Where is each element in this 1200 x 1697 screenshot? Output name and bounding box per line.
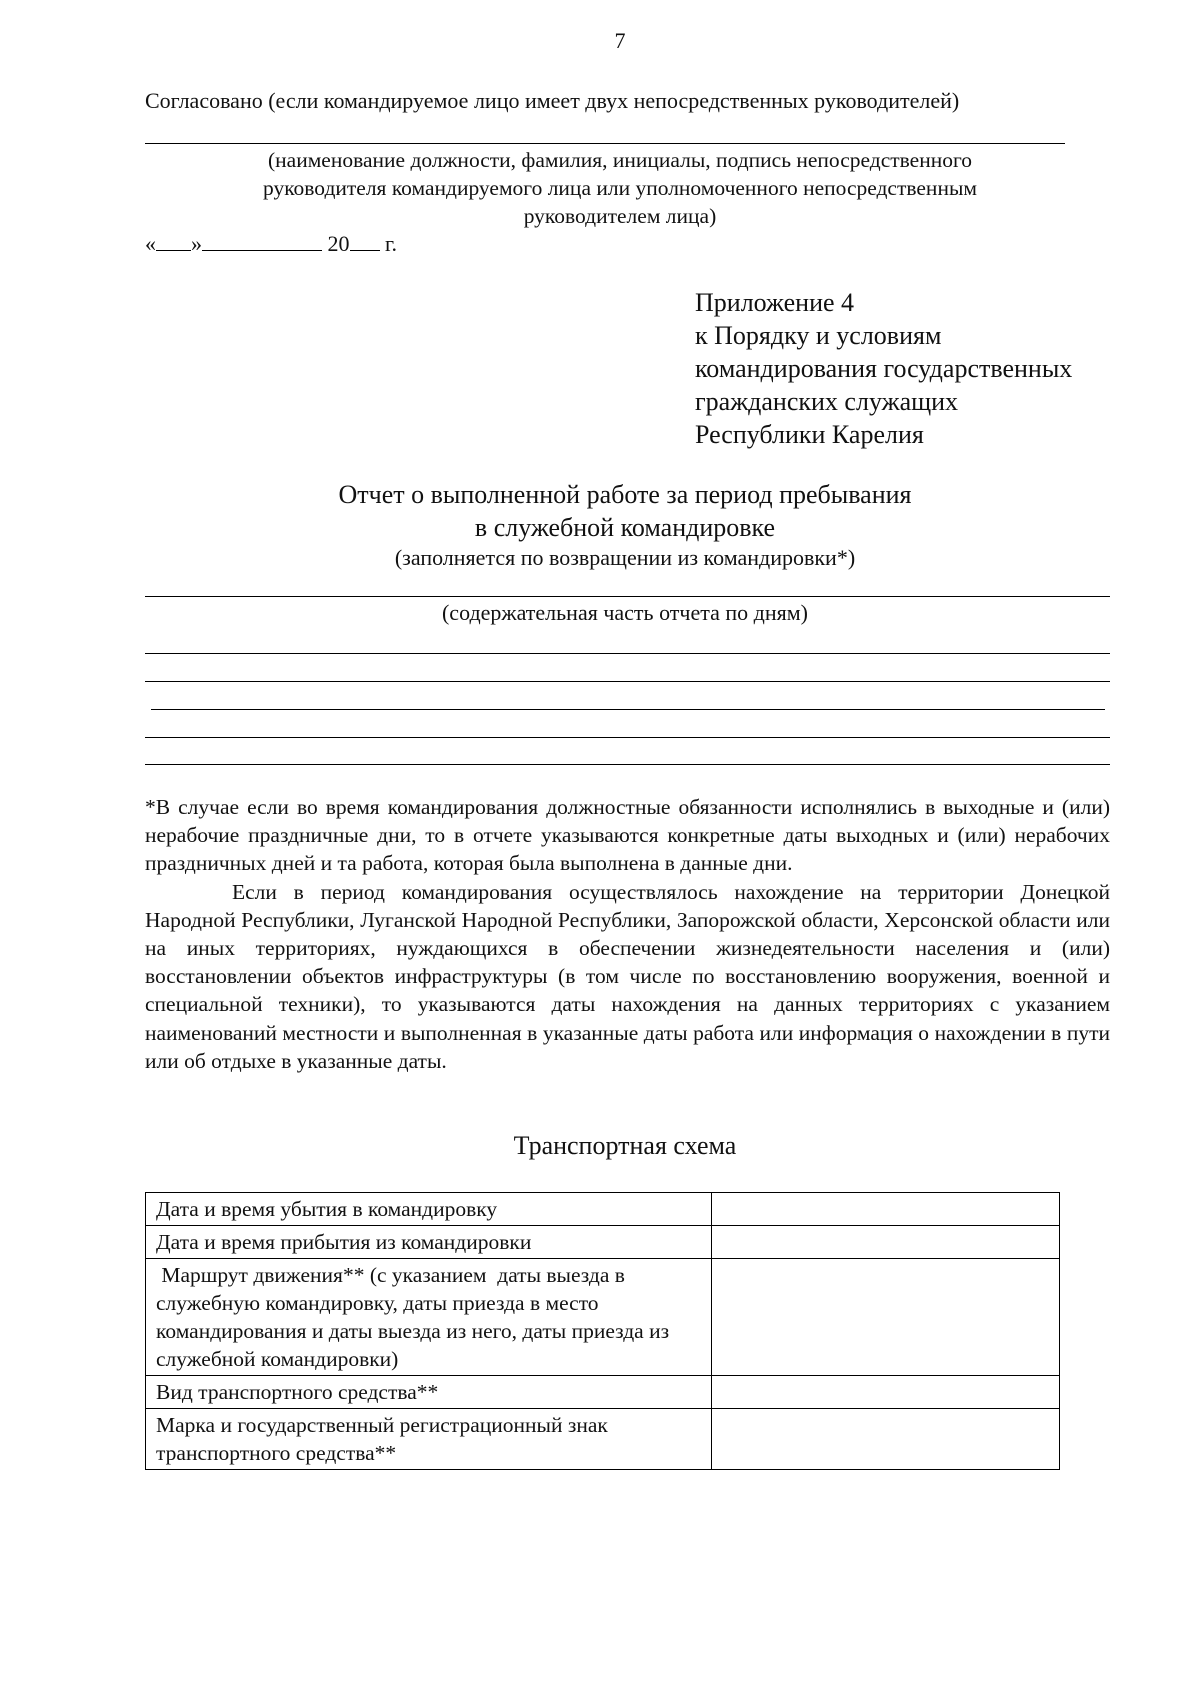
approval-caption-line: (наименование должности, фамилия, инициалы, подпись непосредственного [267,148,973,172]
date-quote-close: » [191,231,202,256]
table-row [146,1409,1060,1470]
report-title [0,478,1200,544]
footnote-paragraph: Если в период командирования осуществлялось нахождение на территории Донецкой Народной Республики, Луганской Народной Республики, Запорожской области, Херсонской области или на иных территориях, нуждающихся в обеспечении жизнедеятельности населения и (или) восстановлении объектов инфраструктуры (в том числе по восстановлению вооружения, военной и специальной техники), то указываются даты нахождения на данных территориях с указанием наименований местности и выполненная в указанные даты работа или информация о нахождении в пути или об отдыхе в указанные даты. [145,879,1110,1073]
appendix-line: Республики Карелия [695,420,924,449]
approval-caption-line: руководителем лица) [523,204,717,228]
approval-text: Согласовано (если командируемое лицо имеет двух непосредственных руководителей) [145,88,960,113]
appendix-line: к Порядку и условиям [695,321,942,350]
report-note: (заполняется по возвращении из командировки*) [394,545,856,570]
row-label: Вид транспортного средства** [146,1376,712,1409]
content-caption: (содержательная часть отчета по дням) [441,600,808,625]
report-content-line [145,653,1110,654]
approval-caption-line: руководителя командируемого лица или уполномоченного непосредственным [262,176,977,200]
date-quote-open: « [145,231,156,256]
table-row [146,1193,1060,1226]
report-content-line [151,709,1105,710]
page-number: 7 [614,28,626,53]
date-suffix: г. [385,231,398,256]
table-row [146,1259,1060,1376]
day-blank [156,230,191,251]
row-label: Дата и время убытия в командировку [146,1193,712,1226]
footnote-paragraph: *В случае если во время командирования должностные обязанности исполнялись в выходные и (или) нерабочие праздничные дни, то в отчете указываются конкретные даты выходных и (или) нерабочих праздничных дней и та работа, которая была выполнена в данные дни. [145,795,1110,876]
table-row [146,1226,1060,1259]
approval-caption [200,146,1040,230]
appendix-line: гражданских служащих [695,387,959,416]
month-blank [202,230,322,251]
row-value-field[interactable] [712,1259,1060,1376]
date-year: 20 [327,231,350,256]
row-value-field[interactable] [712,1226,1060,1259]
report-title-line: в служебной командировке [474,513,776,542]
report-content-line [145,764,1110,765]
report-content-line [145,681,1110,682]
row-value-field[interactable] [712,1409,1060,1470]
row-label: Маршрут движения** (с указанием даты выезда в служебную командировку, даты приезда в место командирования и даты выезда из него, даты приезда из служебной командировки) [146,1259,712,1376]
row-value-field[interactable] [712,1193,1060,1226]
appendix-line: командирования государственных [695,354,1073,383]
row-value-field[interactable] [712,1376,1060,1409]
approval-date-line [145,230,397,257]
transport-scheme-title: Транспортная схема [513,1131,737,1160]
appendix-block [695,286,1072,451]
row-label: Дата и время прибытия из командировки [146,1226,712,1259]
approval-signature-line [145,143,1065,144]
report-content-line [145,737,1110,738]
row-label: Марка и государственный регистрационный знак транспортного средства** [146,1409,712,1470]
footnote [145,793,1110,1075]
table-row [146,1376,1060,1409]
year-blank [350,230,380,251]
report-content-line [145,596,1110,597]
report-title-line: Отчет о выполненной работе за период пребывания [338,480,912,509]
appendix-line: Приложение 4 [695,288,855,317]
transport-scheme-table [145,1192,1060,1470]
